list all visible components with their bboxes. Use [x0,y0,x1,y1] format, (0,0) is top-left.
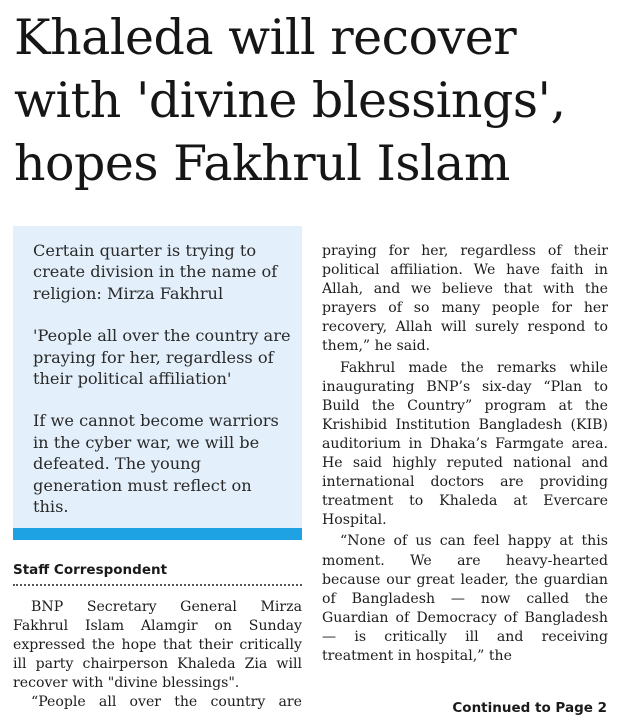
article-paragraph-3: Fakhrul made the remarks while inaugurating BNP’s six-day “Plan to Build the Country” program at the Krishibid Institution Bangladesh (KIB) auditorium in Dhaka’s Farmgate area. He said highly reputed national and international doctors are providing treatment to Khaleda at Evercare Hospital. [322,359,608,529]
article-paragraph-2-start: “People all over the country are [31,694,302,711]
pull-quote-2: 'People all over the country are praying for her, regardless of their political affiliation' [33,326,291,389]
headline-line-2: with 'divine blessings', [14,72,566,129]
pull-quote-box [13,226,302,528]
article-paragraph-4: “None of us can feel happy at this moment. We are heavy-hearted because our great leader, the guardian of Bangladesh — now called the Guardian of Democracy of Bangladesh — is critically ill and receiving treatment in hospital,” the [322,533,608,664]
pull-quote-1: Certain quarter is trying to create division in the name of religion: Mirza Fakhrul [33,241,278,303]
headline [14,6,614,195]
article-paragraph-1: BNP Secretary General Mirza Fakhrul Islam Alamgir on Sunday expressed the hope that their critically ill party chairperson Khaleda Zia will recover with "divine blessings". [13,599,302,692]
continued-to-page-link: Continued to Page 2 [452,700,607,716]
right-column [322,242,608,666]
article-paragraph-2-continued: praying for her, regardless of their political affiliation. We have faith in Allah, and we believe that with the prayers of so many people for her recovery, Allah will surely respond to them,” he said. [322,243,608,355]
byline: Staff Correspondent [13,562,302,586]
left-column [13,226,302,713]
headline-line-1: Khaleda will recover [14,9,517,66]
pull-quote-3: If we cannot become warriors in the cyber war, we will be defeated. The young generation must reflect on this. [33,411,279,517]
article-body-left [13,598,302,713]
headline-line-3: hopes Fakhrul Islam [14,135,510,192]
accent-bar [13,528,302,540]
